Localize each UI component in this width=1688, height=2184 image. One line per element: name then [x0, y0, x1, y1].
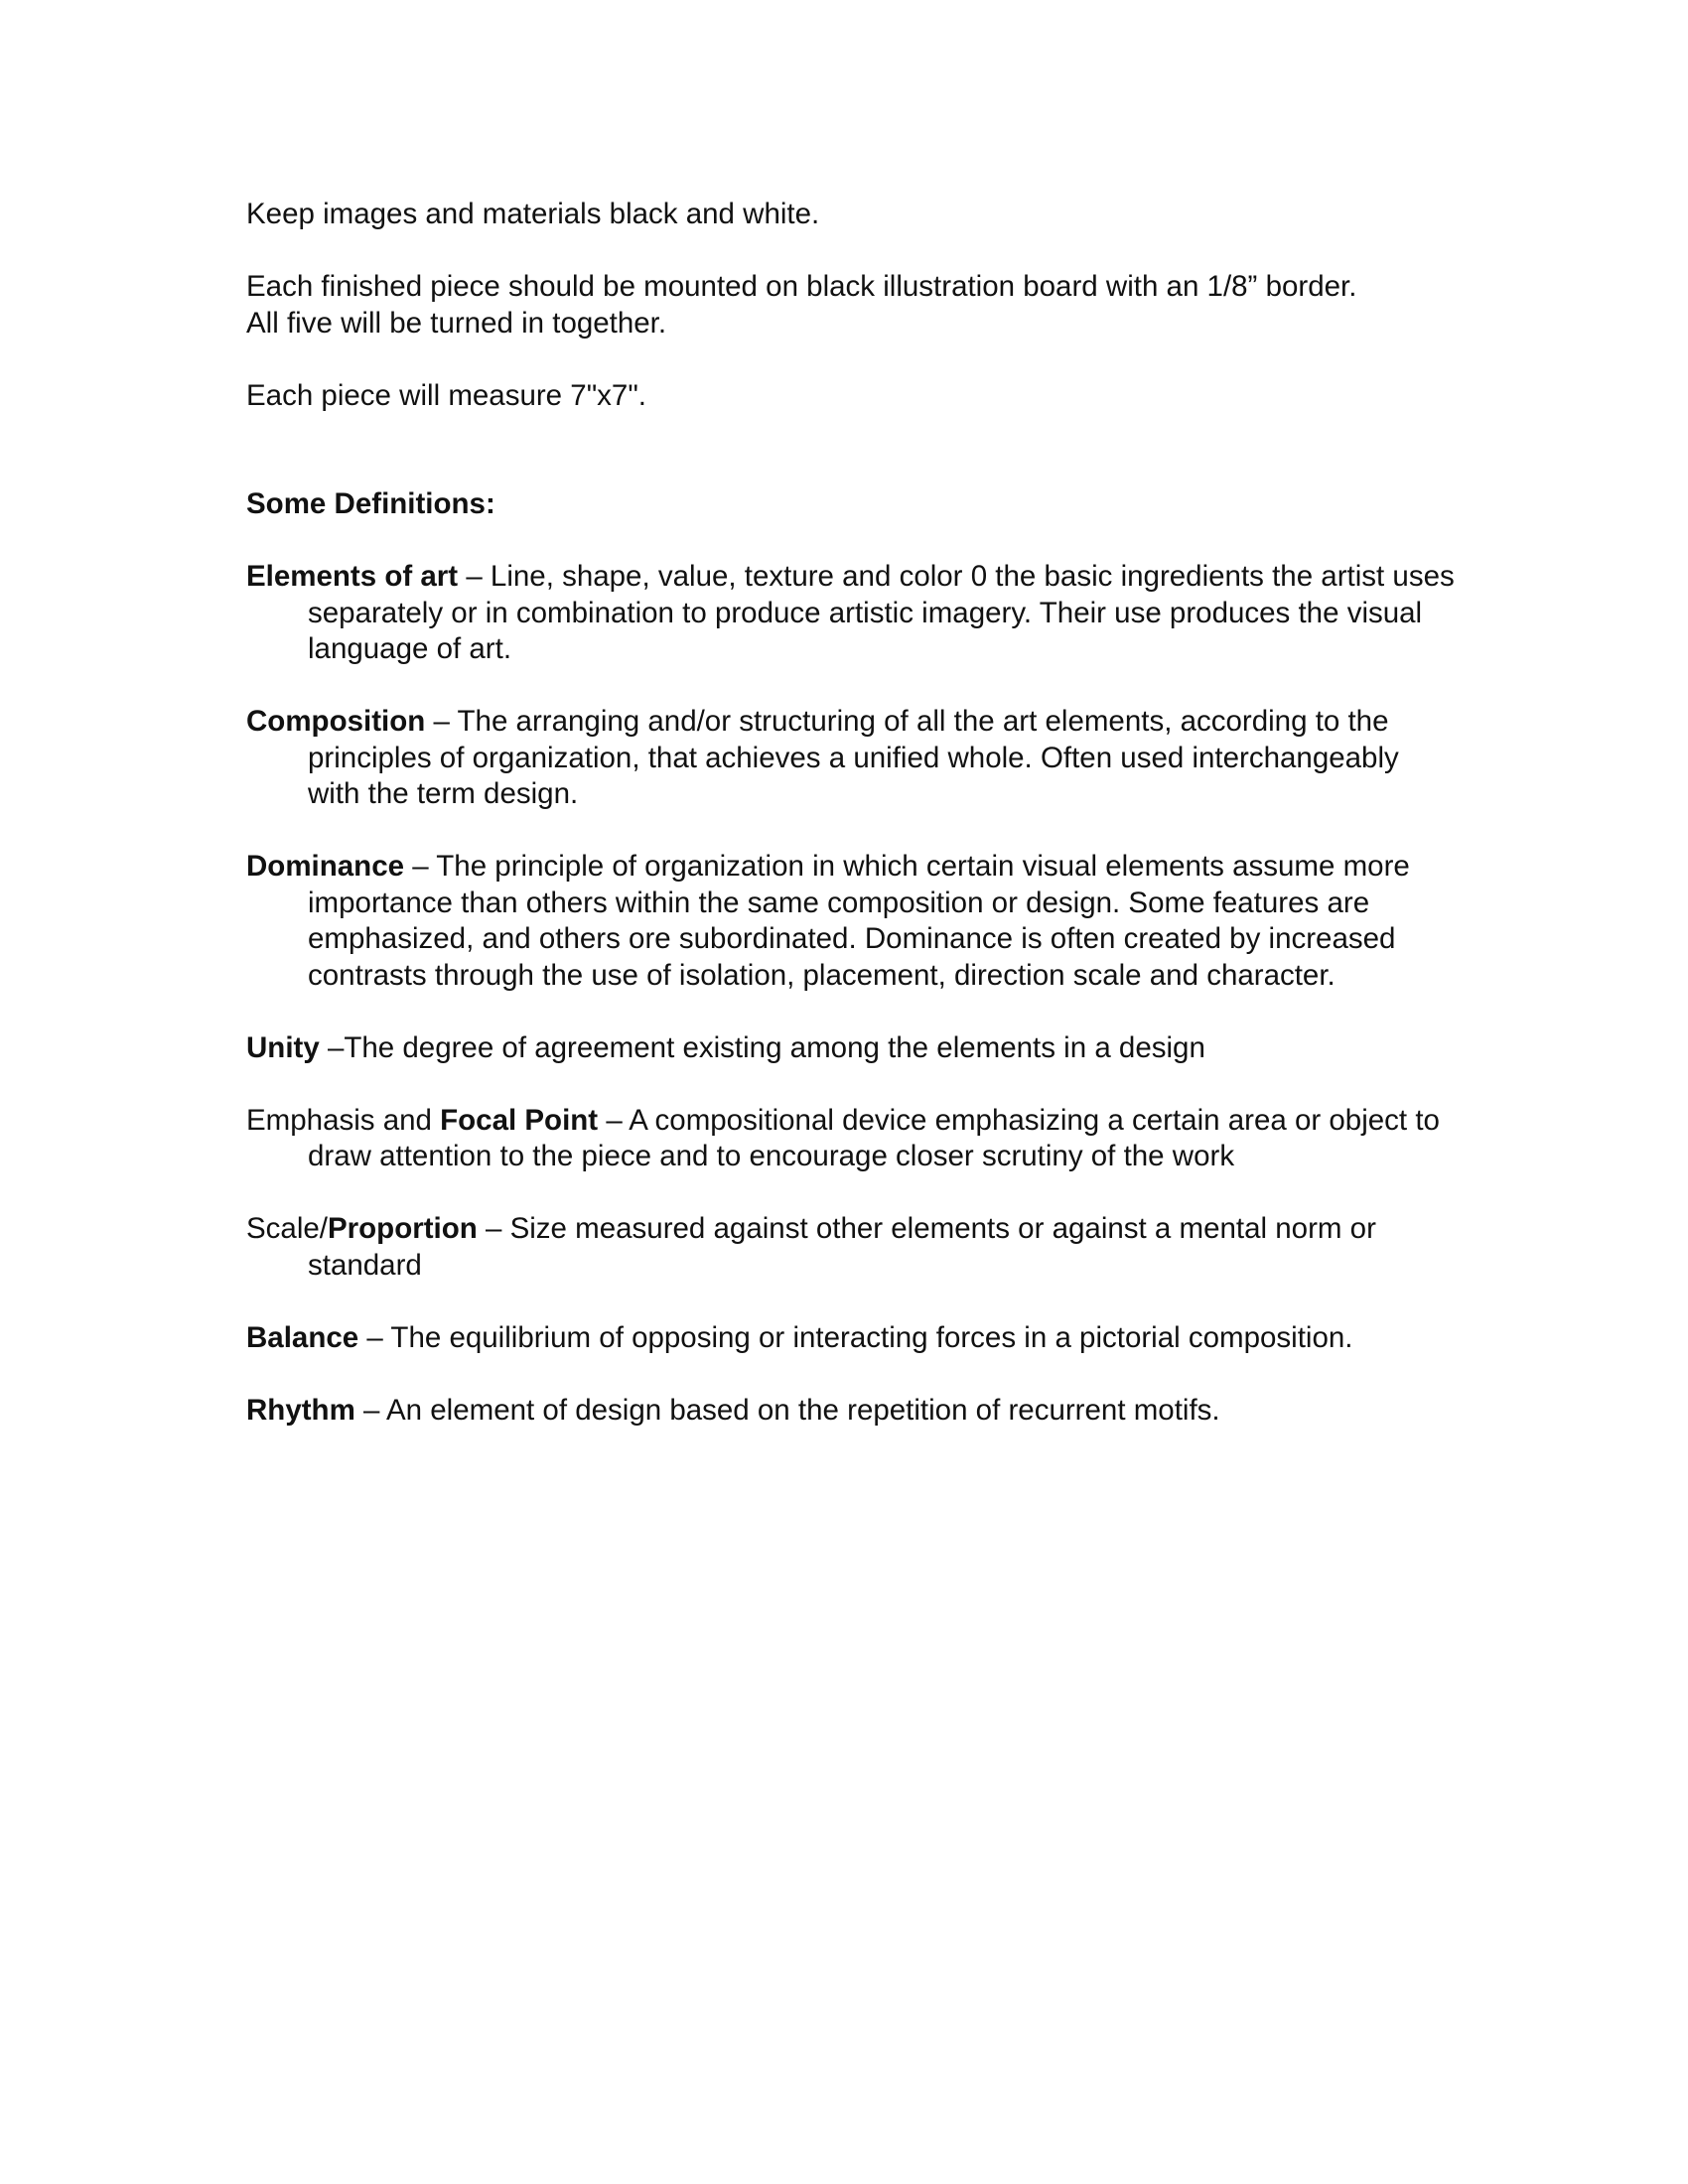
definition-prefix: Emphasis and	[246, 1103, 441, 1137]
definition-elements-of-art	[246, 559, 1458, 668]
definition-text: – The arranging and/or structuring of all the art elements, according to the principles of organization, that achieves a unified whole. Often used interchangeably with the term design.	[308, 705, 1399, 810]
spacer	[246, 1356, 1458, 1393]
definition-term: Focal Point	[440, 1103, 599, 1137]
instruction-line: Each finished piece should be mounted on black illustration board with an 1/8” border.	[246, 270, 1357, 303]
definition-balance	[246, 1320, 1458, 1357]
spacer	[246, 668, 1458, 705]
spacer	[246, 233, 1458, 270]
definition-unity	[246, 1030, 1458, 1067]
definition-focal-point	[246, 1103, 1458, 1175]
instruction-line: Each piece will measure 7"x7".	[246, 378, 646, 412]
spacer	[246, 1175, 1458, 1212]
instruction-line: Keep images and materials black and white.	[246, 198, 820, 230]
definition-term: Rhythm	[246, 1393, 355, 1427]
definition-prefix: Scale/	[246, 1212, 328, 1245]
definitions-heading: Some Definitions:	[246, 487, 495, 520]
definition-composition	[246, 704, 1458, 813]
definition-text: – An element of design based on the repetition of recurrent motifs.	[354, 1393, 1220, 1427]
definition-term: Unity	[246, 1030, 320, 1064]
spacer	[246, 523, 1458, 560]
definition-term: Elements of art	[246, 560, 459, 593]
definition-text: –The degree of agreement existing among the elements in a design	[319, 1030, 1205, 1064]
definition-text: – A compositional device emphasizing a certain area or object to draw attention to the piece and to encourage closer scrutiny of the work	[308, 1103, 1440, 1172]
spacer	[246, 1066, 1458, 1103]
definition-text: – The equilibrium of opposing or interacting forces in a pictorial composition.	[358, 1320, 1353, 1354]
spacer	[246, 994, 1458, 1030]
spacer	[246, 813, 1458, 850]
definition-text: – Line, shape, value, texture and color 0 the basic ingredients the artist uses separately or in combination to produce artistic imagery. Their use produces the visual language of art.	[308, 560, 1455, 665]
definition-dominance	[246, 849, 1458, 994]
spacer	[246, 414, 1458, 451]
definition-term: Dominance	[246, 850, 405, 883]
definition-term: Composition	[246, 705, 426, 738]
definition-text: – Size measured against other elements or against a mental norm or standard	[308, 1212, 1376, 1282]
definition-proportion	[246, 1211, 1458, 1284]
definition-text: – The principle of organization in which certain visual elements assume more importance than others within the same composition or design. Some features are emphasized, and others ore subordinated. Dominance is often created by increased contrasts through the use of isolation, placement, direction scale and character.	[308, 850, 1410, 992]
definition-term: Proportion	[328, 1212, 478, 1245]
instruction-line: All five will be turned in together.	[246, 306, 667, 340]
document-body	[246, 197, 1458, 1429]
definition-term: Balance	[246, 1320, 359, 1354]
spacer	[246, 1284, 1458, 1320]
definition-rhythm	[246, 1393, 1458, 1430]
spacer	[246, 341, 1458, 378]
